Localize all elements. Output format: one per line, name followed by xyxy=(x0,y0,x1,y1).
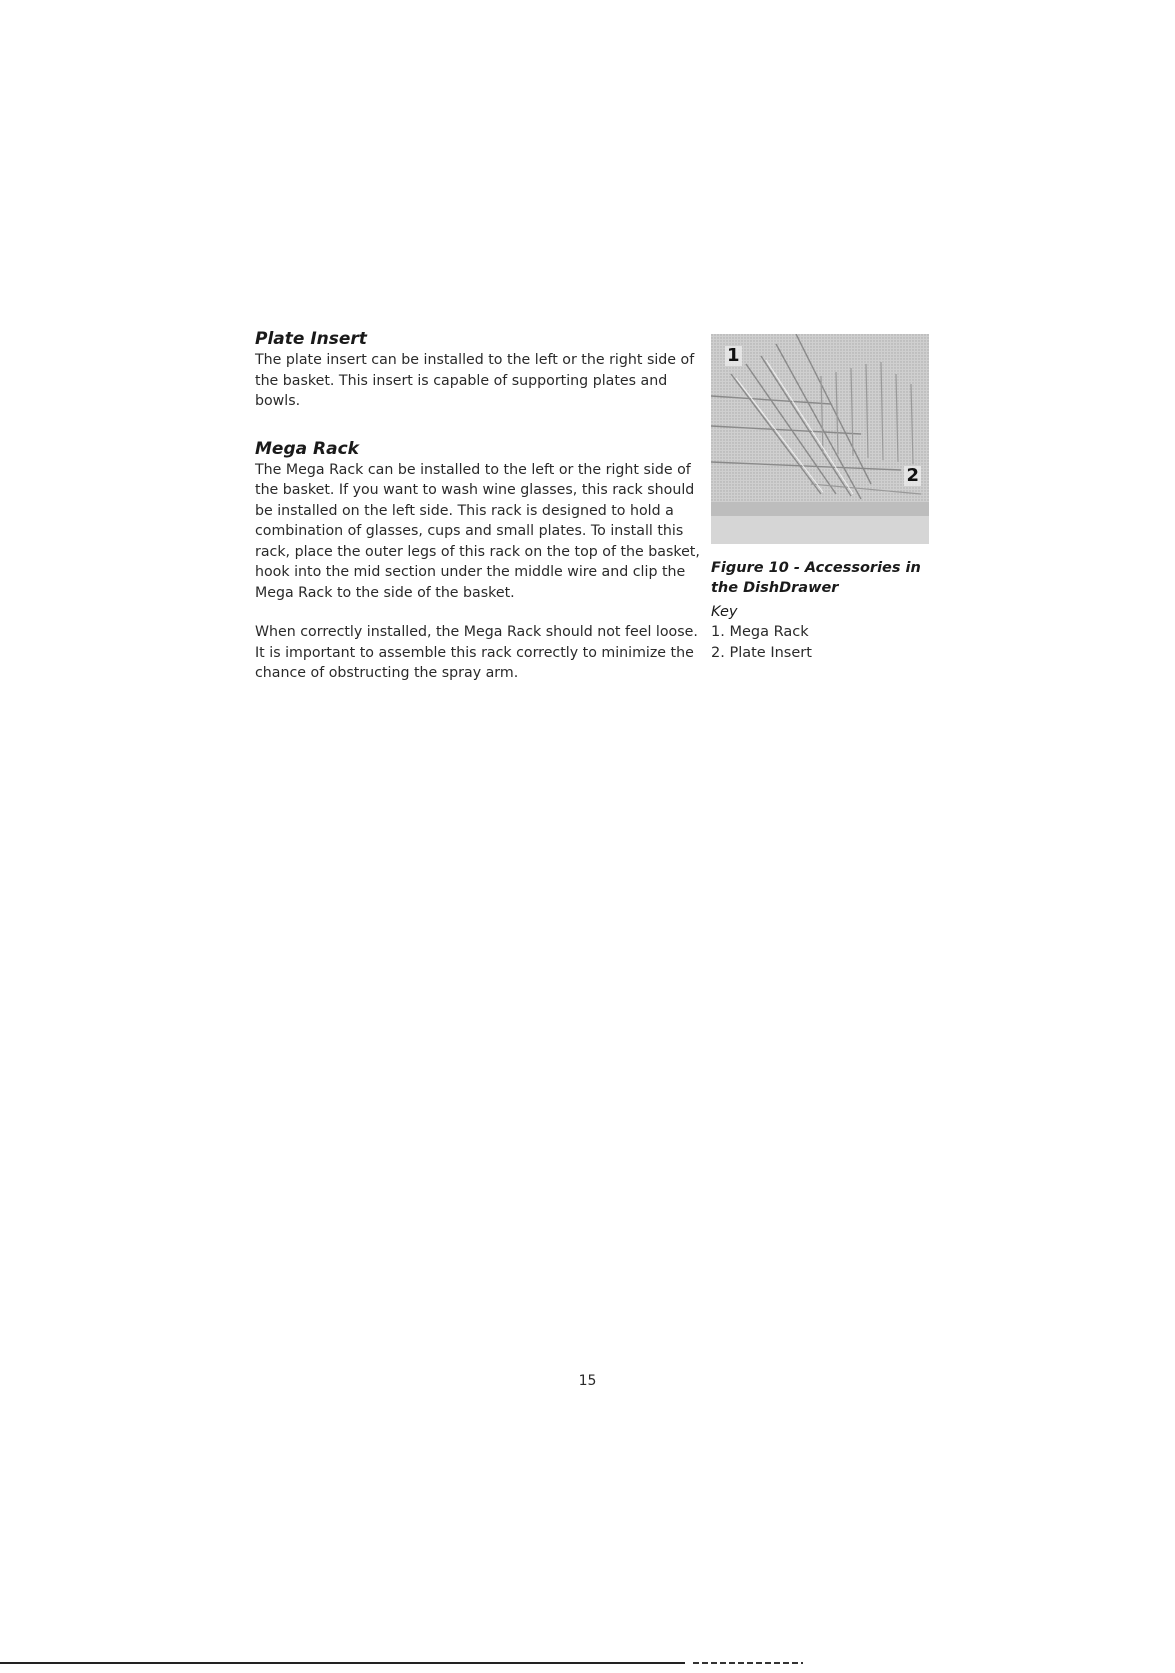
plate-insert-heading: Plate Insert xyxy=(255,329,367,349)
callout-1: 1 xyxy=(727,345,740,366)
page-number: 15 xyxy=(578,1373,597,1389)
key-item-mega-rack: 1. Mega Rack xyxy=(711,624,809,640)
plate-insert-section xyxy=(255,328,700,412)
main-text-column xyxy=(255,328,700,704)
dishdrawer-rack-illustration xyxy=(711,334,929,544)
mega-rack-note: When correctly installed, the Mega Rack should not feel loose. It is important to assemble this rack correctly to minimize the chance of obstructing the spray arm. xyxy=(255,624,698,681)
bottom-rule-dashed xyxy=(693,1662,803,1664)
mega-rack-heading: Mega Rack xyxy=(255,438,359,459)
callout-2: 2 xyxy=(906,465,919,486)
key-label: Key xyxy=(711,604,738,620)
accessories-photo xyxy=(711,334,929,544)
mega-rack-body: The Mega Rack can be installed to the left or the right side of the basket. If you want to wash wine glasses, this rack should be installed on the left side. This rack is designed to hold a combination of glasses, cups and small plates. To install this rack, place the outer legs of this rack on the top of the basket, hook into the mid section under the middle wire and clip the Mega Rack to the side of the basket. xyxy=(255,461,700,601)
key-list xyxy=(711,622,931,664)
figure-caption: Figure 10 - Accessories in the DishDrawer xyxy=(711,560,921,596)
mega-rack-section xyxy=(255,438,700,684)
bottom-rule xyxy=(0,1662,685,1664)
plate-insert-body: The plate insert can be installed to the left or the right side of the basket. This insert is capable of supporting plates and bowls. xyxy=(255,352,695,409)
key-item-plate-insert: 2. Plate Insert xyxy=(711,645,812,661)
figure-column xyxy=(711,334,931,664)
